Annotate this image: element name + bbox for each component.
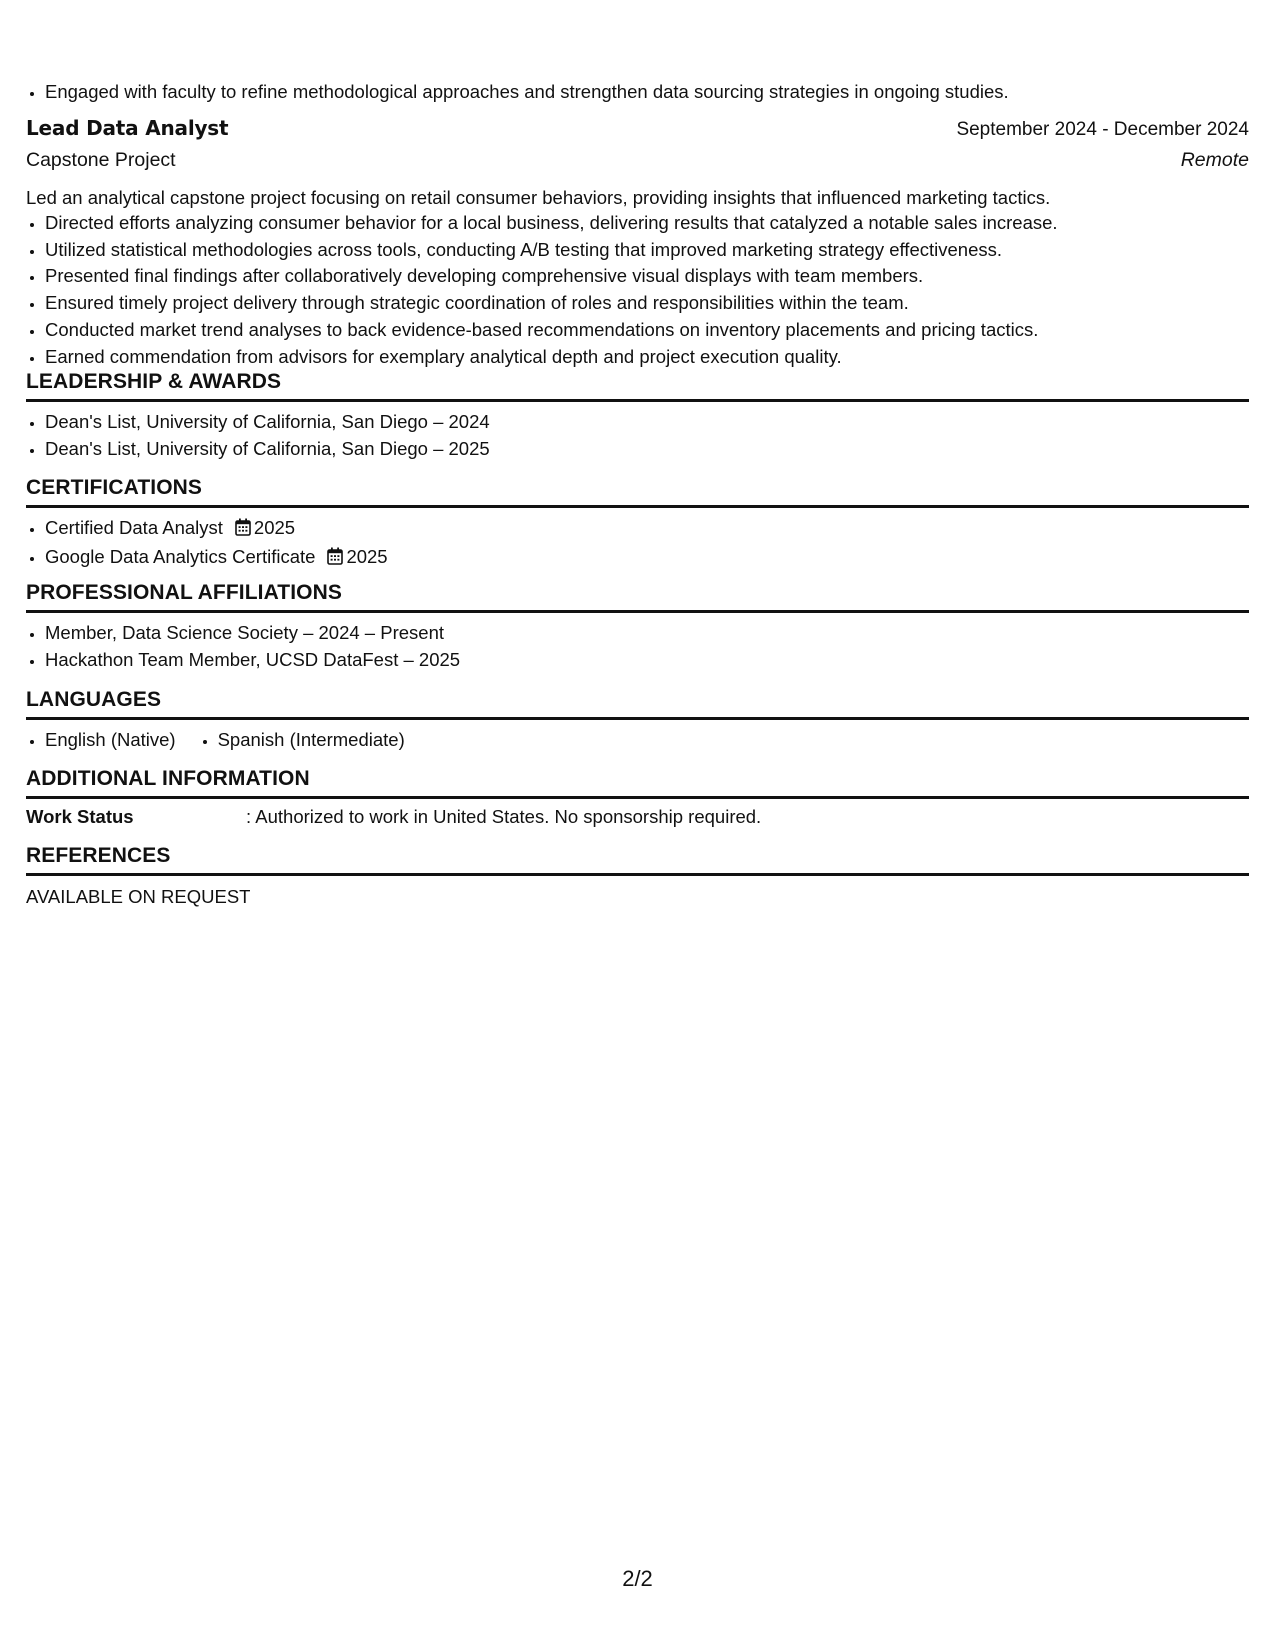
certification-name: Certified Data Analyst: [45, 517, 223, 538]
section-title: CERTIFICATIONS: [26, 476, 203, 499]
list-item: • Earned commendation from advisors for exemplary analytical depth and project execution quality.: [45, 344, 1268, 371]
certification-year: 2025: [253, 517, 296, 538]
list-item: • Presented final findings after collaboratively developing comprehensive visual displays with team members.: [45, 263, 1268, 290]
section-title: PROFESSIONAL AFFILIATIONS: [26, 581, 342, 604]
work-status-label: Work Status: [26, 806, 134, 827]
section-divider: [26, 610, 1249, 613]
section-divider: [26, 873, 1249, 876]
leadership-list: [26, 409, 1249, 462]
affiliations-list: [26, 620, 1249, 673]
list-item: • Member, Data Science Society – 2024 – Present: [45, 620, 1249, 647]
list-item: • Utilized statistical methodologies across tools, conducting A/B testing that improved marketing strategy effectiveness.: [45, 237, 1268, 264]
section-divider: [26, 505, 1249, 508]
certifications-section: [26, 473, 1249, 572]
work-status-row: [26, 806, 1249, 828]
section-title: LEADERSHIP & AWARDS: [26, 370, 282, 393]
leadership-section: [26, 367, 1249, 462]
job-dates: September 2024 - December 2024: [956, 119, 1249, 140]
list-item: • Ensured timely project delivery through strategic coordination of roles and responsibilities within the team.: [45, 290, 1268, 317]
job-organization: Capstone Project: [26, 149, 176, 171]
section-title: REFERENCES: [26, 844, 171, 867]
languages-list: [26, 727, 1249, 754]
section-divider: [26, 796, 1249, 799]
certification-year: 2025: [346, 545, 388, 567]
list-item: • Conducted market trend analyses to back evidence-based recommendations on inventory placements and pricing tactics.: [45, 317, 1268, 344]
languages-section: [26, 685, 1249, 754]
work-status-value: : Authorized to work in United States. No sponsorship required.: [246, 806, 762, 827]
list-item: • Hackathon Team Member, UCSD DataFest – 2025: [45, 647, 1249, 674]
affiliations-section: [26, 578, 1249, 673]
page-number: 2/2: [622, 1566, 653, 1591]
certification-name: Google Data Analytics Certificate: [45, 545, 316, 567]
section-title: ADDITIONAL INFORMATION: [26, 767, 310, 790]
list-item: • Engaged with faculty to refine methodological approaches and strengthen data sourcing strategies in ongoing studies.: [45, 79, 1268, 106]
section-title: LANGUAGES: [26, 688, 162, 711]
list-item: [45, 544, 1249, 573]
section-divider: [26, 399, 1249, 402]
list-item: • Spanish (Intermediate): [218, 727, 405, 754]
job-header: [26, 116, 1249, 146]
job-description: Led an analytical capstone project focusing on retail consumer behaviors, providing insights that influenced marketing tactics.: [26, 187, 1051, 208]
references-text: AVAILABLE ON REQUEST: [26, 886, 251, 907]
calendar-icon: [235, 517, 251, 544]
previous-job-bullets: [26, 79, 1268, 106]
references-section: [26, 841, 1249, 908]
calendar-icon: [327, 546, 343, 573]
section-divider: [26, 717, 1249, 720]
list-item: • Directed efforts analyzing consumer behavior for a local business, delivering results that catalyzed a notable sales increase.: [45, 210, 1268, 237]
additional-info-section: [26, 764, 1249, 828]
list-item: [45, 515, 1249, 544]
job-bullets: [26, 210, 1268, 370]
certifications-list: [26, 515, 1249, 572]
job-title: Lead Data Analyst: [26, 116, 229, 140]
list-item: • Dean's List, University of California, San Diego – 2024: [45, 409, 1249, 436]
job-location: Remote: [1180, 149, 1249, 171]
job-subheader: [26, 149, 1249, 172]
list-item: • Dean's List, University of California, San Diego – 2025: [45, 436, 1249, 463]
list-item: • English (Native): [45, 727, 176, 754]
